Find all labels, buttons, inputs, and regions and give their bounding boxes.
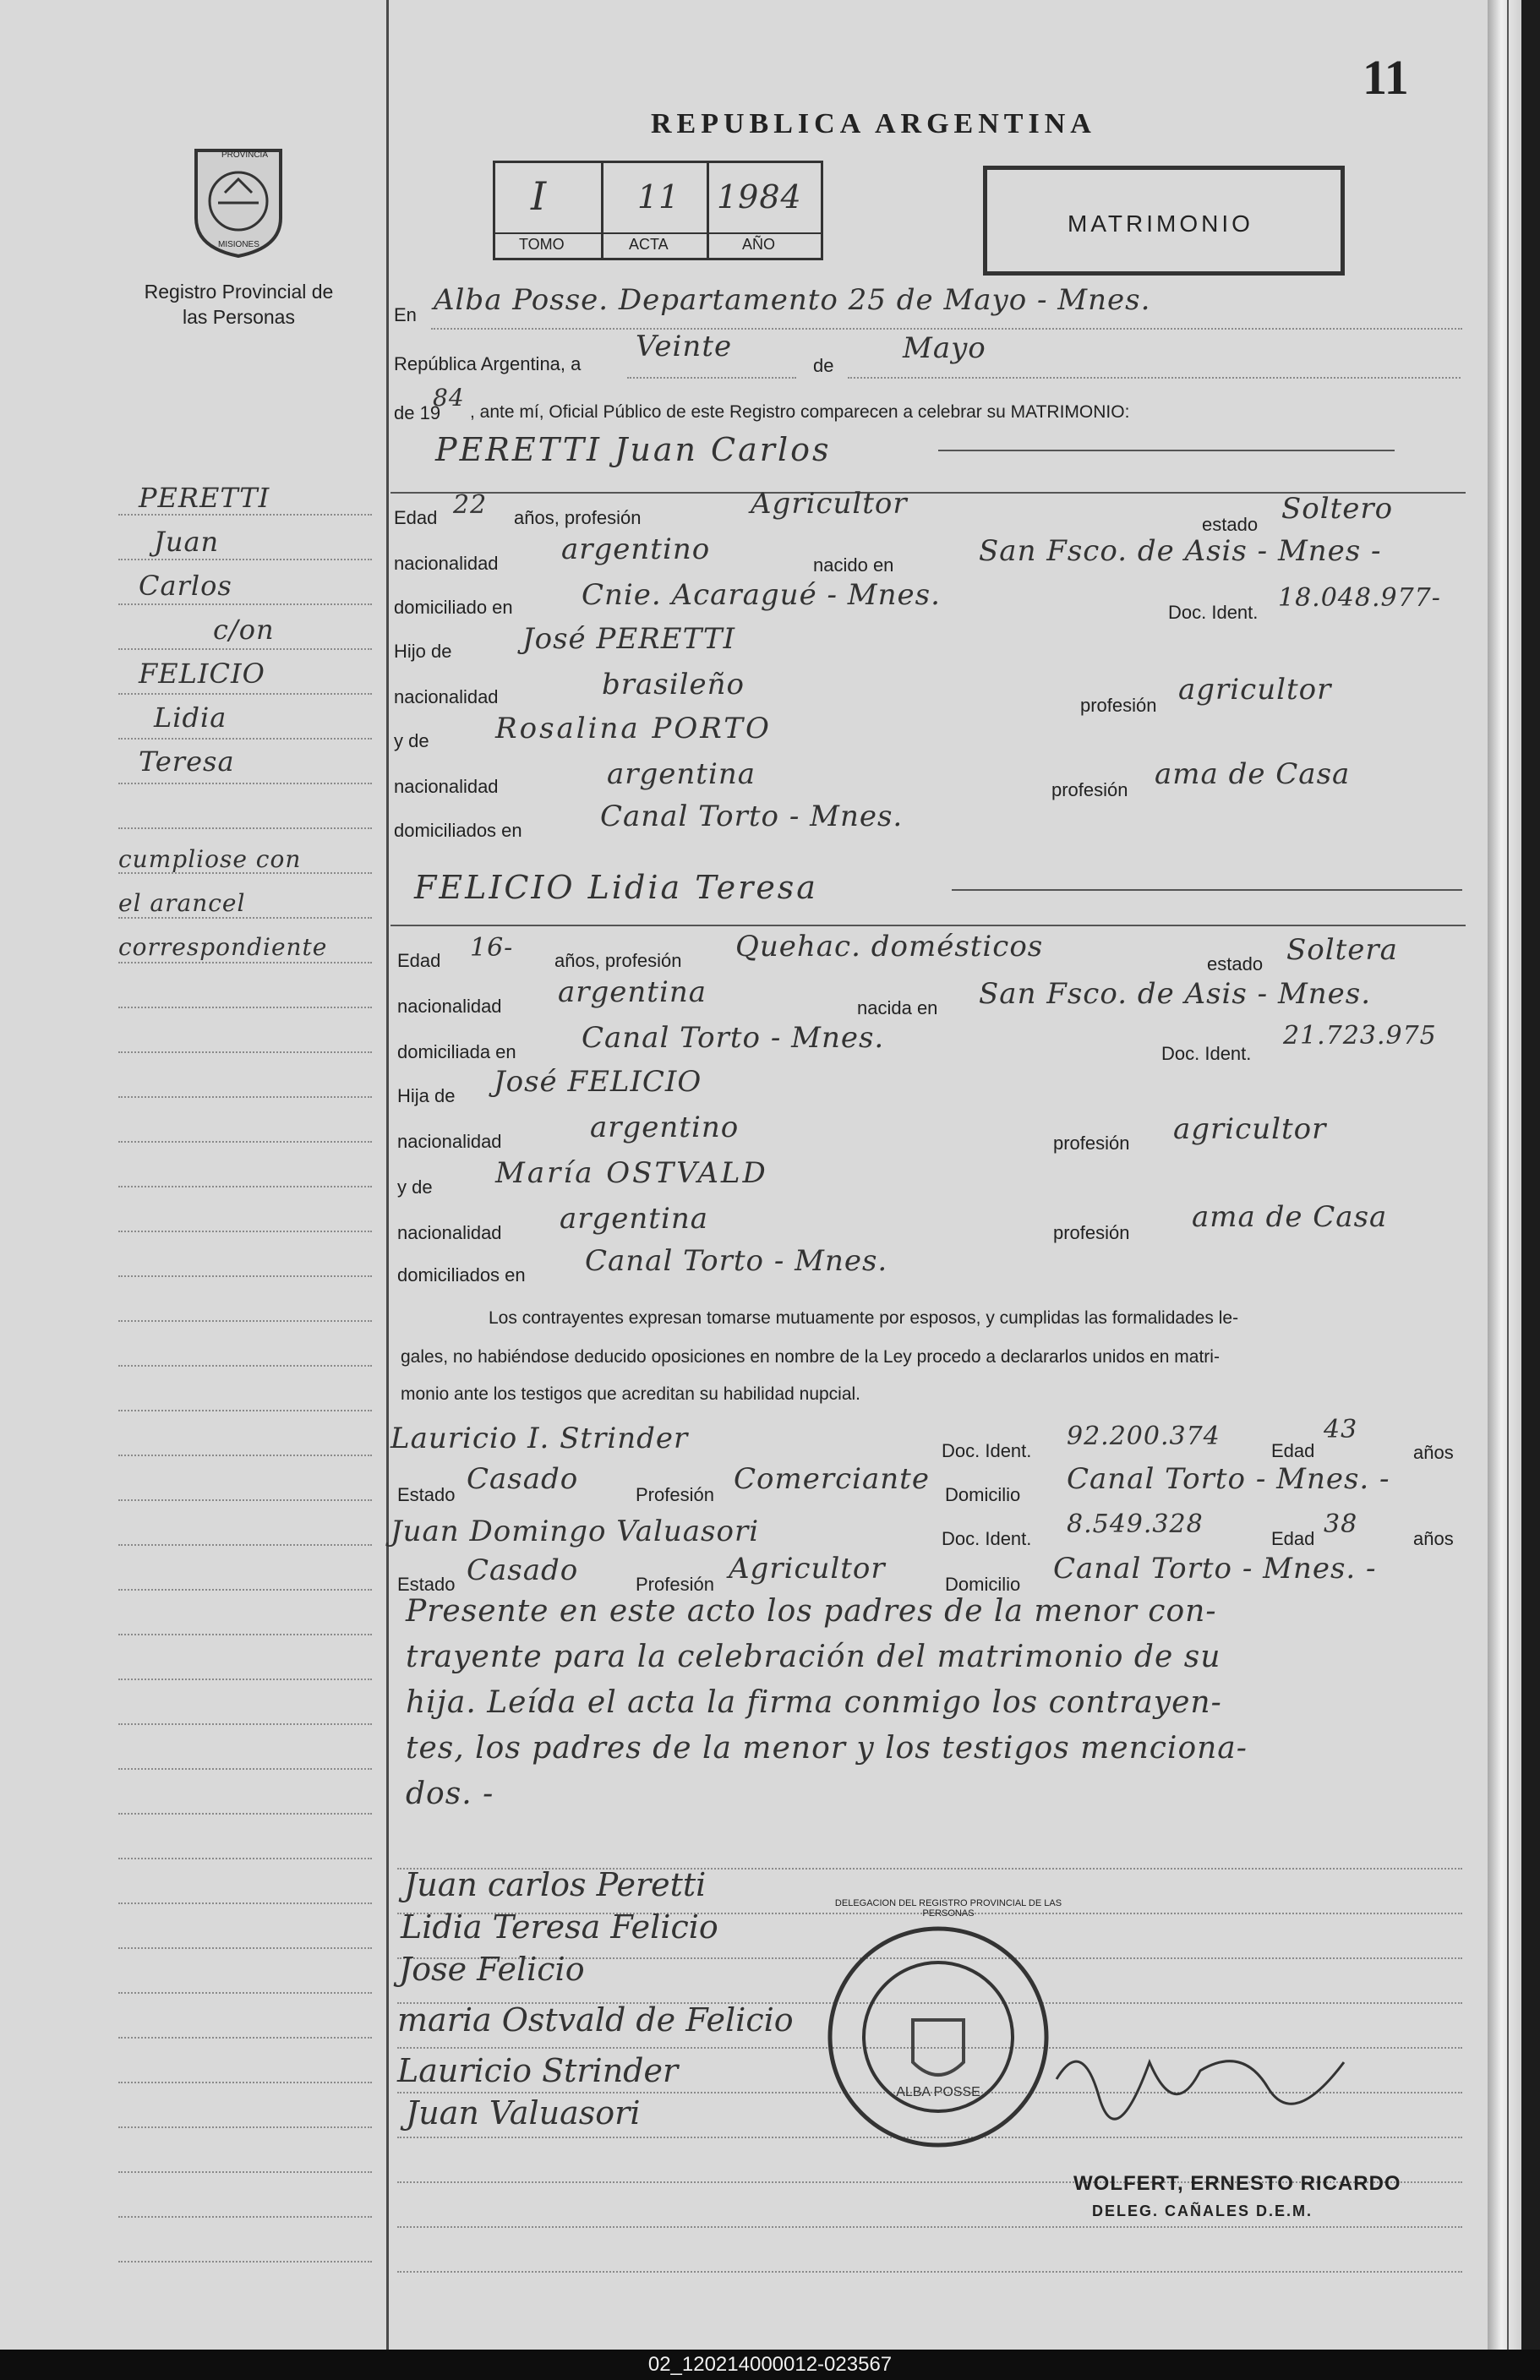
- margin-rule-line: [118, 1679, 372, 1680]
- mes-value: Mayo: [903, 331, 986, 365]
- groom-edad-label: Edad: [394, 507, 438, 528]
- header-title: REPUBLICA ARGENTINA: [651, 108, 1096, 139]
- groom-dom-label: domiciliado en: [394, 597, 513, 618]
- margin-rule-line: [118, 1275, 372, 1277]
- margin-rule-line: [118, 1141, 372, 1143]
- groom-madre-prof-label: profesión: [1051, 779, 1128, 800]
- note-line: tes, los padres de la menor y los testigos menciona-: [406, 1731, 1248, 1766]
- groom-nac-label: nacionalidad: [394, 553, 499, 574]
- bride-profesion: Quehac. domésticos: [735, 930, 1044, 963]
- margin-rule-line: [118, 1320, 372, 1322]
- groom-nacido-label: nacido en: [813, 554, 894, 576]
- margin-rule-line: [118, 1051, 372, 1053]
- margin-rule-line: [118, 1634, 372, 1635]
- margin-note-name: Juan: [154, 526, 220, 558]
- bride-yde-label: y de: [397, 1176, 433, 1198]
- witness-1-anos-label: años: [1413, 1442, 1454, 1463]
- groom-madre-nac: argentina: [607, 757, 756, 791]
- de19-label: de 19: [394, 402, 441, 423]
- witness-2-name: Juan Domingo Valuasori: [390, 1515, 760, 1548]
- margin-rule-line: [118, 1096, 372, 1098]
- witness-1-dom-label: Domicilio: [945, 1484, 1021, 1505]
- bride-madre-prof: ama de Casa: [1192, 1200, 1388, 1234]
- margin-rule-line: [118, 2037, 372, 2039]
- margin-rule-line: [118, 2126, 372, 2128]
- seal-top-text: PROVINCIA: [221, 150, 269, 160]
- margin-rule-line: [118, 1589, 372, 1591]
- margin-note-fee: correspondiente: [118, 933, 328, 961]
- signature: Juan Valuasori: [406, 2094, 641, 2132]
- margin-rule-line: [118, 1231, 372, 1232]
- bride-madre-prof-label: profesión: [1053, 1222, 1130, 1243]
- image-caption: 02_120214000012-023567: [0, 2350, 1540, 2380]
- lugar-value: Alba Posse. Departamento 25 de Mayo - Mnes.: [434, 283, 1151, 317]
- margin-rule-line: [118, 1768, 372, 1770]
- witness-1-edad-label: Edad: [1271, 1440, 1315, 1461]
- bride-padre-prof-label: profesión: [1053, 1133, 1130, 1154]
- witness-2-profesion: Agricultor: [729, 1552, 886, 1586]
- margin-rule-line: [118, 648, 372, 650]
- groom-padre-nac: brasileño: [602, 668, 745, 701]
- tomo-value: I: [531, 173, 548, 219]
- witness-2-prof-label: Profesión: [636, 1574, 714, 1595]
- margin-rule-line: [118, 2082, 372, 2083]
- record-id-box: [493, 161, 823, 260]
- body-rule-line: [397, 2226, 1462, 2228]
- note-line: trayente para la celebración del matrimonio de su: [406, 1640, 1221, 1674]
- margin-rule-line: [118, 1499, 372, 1501]
- margin-rule-line: [118, 1365, 372, 1367]
- groom-prof-label: años, profesión: [514, 507, 642, 528]
- margin-rule-line: [118, 2171, 372, 2173]
- bride-nacida: San Fsco. de Asis - Mnes.: [979, 977, 1372, 1011]
- anio-value: 1984: [717, 178, 802, 216]
- margin-rule-line: [118, 1902, 372, 1904]
- acta-value: 11: [637, 178, 680, 216]
- margin-note-name: c/on: [213, 614, 275, 646]
- official-title: DELEG. CAÑALES D.E.M.: [1092, 2203, 1313, 2219]
- bride-estado: Soltera: [1286, 933, 1398, 967]
- margin-rule-line: [118, 1186, 372, 1187]
- republica-label: República Argentina, a: [394, 353, 582, 374]
- margin-rule-line: [118, 1992, 372, 1994]
- margin-rule-line: [118, 603, 372, 605]
- groom-padre-nac-label: nacionalidad: [394, 686, 499, 707]
- comparecen-text: , ante mí, Oficial Público de este Registro comparecen a celebrar su MATRIMONIO:: [470, 402, 1130, 422]
- margin-rule-line: [118, 962, 372, 963]
- stamp-text: DELEGACION DEL REGISTRO PROVINCIAL DE LAS PERSONAS: [834, 1898, 1062, 1919]
- margin-rule-line: [118, 827, 372, 829]
- witness-2-dom-label: Domicilio: [945, 1574, 1021, 1595]
- groom-dom-padres: Canal Torto - Mnes.: [600, 800, 904, 833]
- witness-2-doc-label: Doc. Ident.: [942, 1528, 1032, 1549]
- bride-name: FELICIO Lidia Teresa: [414, 869, 818, 906]
- doc-type-box: [983, 166, 1345, 276]
- margin-rule-line: [118, 559, 372, 560]
- bride-estado-label: estado: [1207, 953, 1264, 974]
- margin-note-fee: el arancel: [118, 889, 246, 917]
- bride-madre-nac-label: nacionalidad: [397, 1222, 502, 1243]
- margin-rule-line: [118, 693, 372, 695]
- witness-2-edad: 38: [1324, 1509, 1358, 1539]
- witness-1-name: Lauricio I. Strinder: [390, 1422, 689, 1455]
- dia-value: Veinte: [636, 330, 733, 363]
- witness-2-edad-label: Edad: [1271, 1528, 1315, 1549]
- witness-1-edad: 43: [1324, 1415, 1358, 1444]
- groom-yde-label: y de: [394, 730, 429, 751]
- witness-2-doc: 8.549.328: [1067, 1509, 1204, 1539]
- groom-madre-prof: ama de Casa: [1155, 757, 1351, 791]
- margin-rule-line: [118, 514, 372, 516]
- margin-note-fee: cumpliose con: [118, 845, 302, 873]
- signature: Juan carlos Peretti: [404, 1866, 707, 1903]
- groom-estado: Soltero: [1281, 492, 1394, 526]
- witness-2-anos-label: años: [1413, 1528, 1454, 1549]
- bride-nac-label: nacionalidad: [397, 996, 502, 1017]
- official-signature-scribble: [1048, 2028, 1352, 2130]
- note-line: hija. Leída el acta la firma conmigo los contrayen-: [406, 1685, 1222, 1720]
- witness-1-doc-label: Doc. Ident.: [942, 1440, 1032, 1461]
- witness-1-prof-label: Profesión: [636, 1484, 714, 1505]
- bride-dom-padres-label: domiciliados en: [397, 1264, 526, 1286]
- margin-rule-line: [118, 783, 372, 784]
- signature: maria Ostvald de Felicio: [397, 2001, 794, 2039]
- groom-padre-prof-label: profesión: [1080, 695, 1157, 716]
- margin-rule-line: [118, 1410, 372, 1411]
- note-line: dos. -: [406, 1777, 494, 1811]
- margin-rule-line: [118, 1947, 372, 1949]
- bride-doc-label: Doc. Ident.: [1161, 1043, 1252, 1064]
- witness-2-estado: Casado: [467, 1553, 579, 1587]
- groom-edad: 22: [453, 490, 488, 520]
- declaration-line-3: monio ante los testigos que acreditan su habilidad nupcial.: [401, 1384, 861, 1404]
- seal-bottom-text: MISIONES: [218, 240, 259, 249]
- groom-domicilio: Cnie. Acaragué - Mnes.: [582, 578, 941, 612]
- groom-nacido: San Fsco. de Asis - Mnes -: [979, 534, 1382, 568]
- bride-domicilio: Canal Torto - Mnes.: [582, 1021, 885, 1055]
- witness-2-estado-label: Estado: [397, 1574, 456, 1595]
- margin-note-name: Teresa: [139, 745, 235, 778]
- bride-doc: 21.723.975: [1283, 1021, 1437, 1051]
- declaration-line-2: gales, no habiéndose deducido oposiciones en nombre de la Ley procedo a declararlos unidos en matri-: [401, 1347, 1220, 1367]
- margin-rule-line: [118, 2216, 372, 2218]
- margin-rule-line: [118, 1858, 372, 1859]
- signature: Jose Felicio: [399, 1951, 585, 1988]
- margin-rule-line: [118, 1723, 372, 1725]
- groom-name: PERETTI Juan Carlos: [435, 431, 832, 468]
- bride-prof-label: años, profesión: [554, 950, 682, 971]
- margin-note-name: FELICIO: [139, 658, 265, 690]
- margin-divider: [386, 0, 389, 2350]
- bride-padre-nac-label: nacionalidad: [397, 1131, 502, 1152]
- book-spine: [1488, 0, 1521, 2350]
- margin-rule-line: [118, 2261, 372, 2263]
- groom-hijo-label: Hijo de: [394, 641, 452, 662]
- groom-dom-padres-label: domiciliados en: [394, 820, 522, 841]
- groom-estado-label: estado: [1202, 514, 1259, 535]
- official-stamp-icon: [820, 1919, 1057, 2155]
- section-rule-2: [390, 925, 1466, 926]
- bride-hija-label: Hija de: [397, 1085, 456, 1106]
- bride-edad-label: Edad: [397, 950, 441, 971]
- witness-1-estado: Casado: [467, 1462, 579, 1496]
- signature: Lauricio Strinder: [397, 2052, 679, 2089]
- bride-nacionalidad: argentina: [558, 975, 707, 1009]
- tomo-label: TOMO: [519, 236, 565, 253]
- right-edge-line: [1507, 0, 1509, 2350]
- bride-edad: 16-: [470, 933, 514, 963]
- groom-doc-label: Doc. Ident.: [1168, 602, 1259, 623]
- margin-rule-line: [118, 1455, 372, 1456]
- groom-nacionalidad: argentino: [561, 532, 711, 566]
- margin-note-name: Lidia: [154, 701, 227, 734]
- de-label: de: [813, 355, 834, 376]
- body-rule-line: [397, 2271, 1462, 2273]
- witness-1-profesion: Comerciante: [734, 1462, 930, 1496]
- groom-doc: 18.048.977-: [1278, 583, 1441, 613]
- margin-rule-line: [118, 1007, 372, 1008]
- margin-note-name: Carlos: [139, 570, 232, 602]
- groom-madre: Rosalina PORTO: [495, 712, 772, 745]
- groom-madre-nac-label: nacionalidad: [394, 776, 499, 797]
- anio-escrito: 84: [433, 384, 465, 412]
- registry-name: Registro Provincial de las Personas: [144, 281, 334, 328]
- official-name: WOLFERT, ERNESTO RICARDO: [1073, 2172, 1401, 2195]
- groom-padre: José PERETTI: [522, 622, 736, 656]
- bride-madre-nac: argentina: [560, 1202, 709, 1236]
- page-number: 11: [1363, 50, 1409, 105]
- note-line: Presente en este acto los padres de la menor con-: [406, 1594, 1217, 1629]
- margin-rule-line: [118, 1544, 372, 1546]
- bride-padre-nac: argentino: [590, 1111, 740, 1144]
- groom-padre-prof: agricultor: [1178, 673, 1332, 707]
- witness-1-estado-label: Estado: [397, 1484, 456, 1505]
- bride-padre-prof: agricultor: [1173, 1112, 1327, 1146]
- acta-label: ACTA: [629, 236, 669, 253]
- witness-1-doc: 92.200.374: [1067, 1422, 1221, 1451]
- margin-rule-line: [118, 738, 372, 740]
- declaration-line-1: Los contrayentes expresan tomarse mutuamente por esposos, y cumplidas las formalidades le-: [489, 1308, 1239, 1328]
- stamp-place: ALBA POSSE: [896, 2085, 980, 2099]
- witness-1-domicilio: Canal Torto - Mnes. -: [1067, 1462, 1390, 1496]
- doc-type: MATRIMONIO: [1068, 210, 1253, 237]
- bride-nacida-label: nacida en: [857, 997, 938, 1018]
- margin-note-name: PERETTI: [139, 482, 270, 514]
- margin-rule-line: [118, 917, 372, 919]
- witness-2-domicilio: Canal Torto - Mnes. -: [1053, 1552, 1377, 1586]
- bride-padre: José FELICIO: [494, 1065, 702, 1099]
- en-label: En: [394, 304, 417, 325]
- signature: Lidia Teresa Felicio: [401, 1908, 718, 1946]
- anio-label: AÑO: [742, 236, 776, 253]
- bride-madre: María OSTVALD: [495, 1156, 768, 1190]
- bride-dom-label: domiciliada en: [397, 1041, 516, 1062]
- groom-profesion: Agricultor: [751, 487, 908, 521]
- margin-rule-line: [118, 1813, 372, 1815]
- bride-dom-padres: Canal Torto - Mnes.: [585, 1244, 888, 1278]
